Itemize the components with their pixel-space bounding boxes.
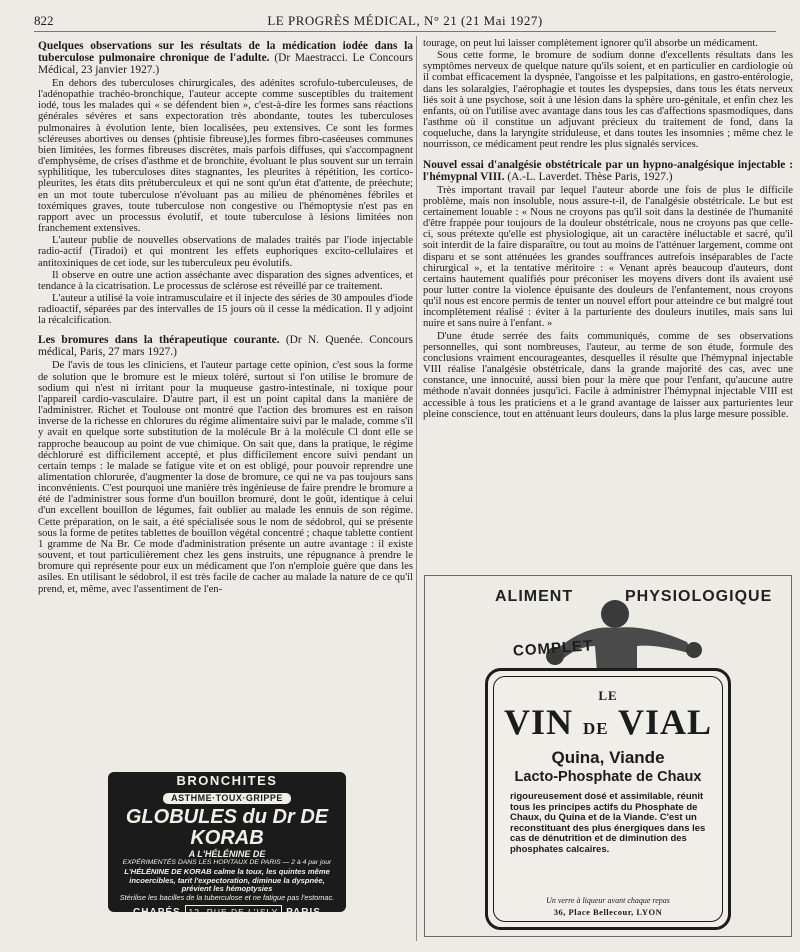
ad-vial-body: rigoureusement dosé et assimilable, réunit tous les principes actifs du Phosphate de Chaux, du Quina et de la Viande. C'est un reconstituant des plus énergiques dans les cas de dénutrition et de diminution des phosphates calcaires. xyxy=(510,791,706,855)
journal-title: LE PROGRÈS MÉDICAL, N° 21 (21 Mai 1927) xyxy=(267,13,543,28)
paragraph: L'auteur publie de nouvelles observations de malades traités par l'iode injectable radio-actif (Tiradoi) et qui montrent les effets euphoriques excito-cellulaires et antitoxiniques de cet iode, sur les tuberculeux peu évolutifs. xyxy=(38,235,413,269)
page-number: 822 xyxy=(34,13,54,28)
ad-vial-ingredients: Quina, Viande xyxy=(551,748,665,767)
ad-vial-tagline xyxy=(425,588,791,614)
left-column xyxy=(38,40,413,750)
ad-vial-tag-left: ALIMENT xyxy=(495,588,574,605)
column-divider xyxy=(416,36,417,941)
article-title: Quelques observations sur les résultats de la médication iodée dans la tuberculose pulmonaire chronique de l'adulte. xyxy=(38,40,413,64)
article-heading-iode xyxy=(38,40,413,76)
ad-vial-address: 36, Place Bellecour, LYON xyxy=(553,907,663,917)
ad-vial-inner-border xyxy=(493,676,723,922)
ad-korab-street: 12, RUE DE L'ISLY xyxy=(185,905,283,919)
ad-vial-ingredients-2: Lacto-Phosphate de Chaux xyxy=(514,769,702,785)
ad-vial-brand-a: VIN xyxy=(503,702,573,742)
article-source: (Dr N. Quenée. Concours médical, Paris, 27 mars 1927.) xyxy=(38,334,413,359)
ad-korab-city-left: CHAPÉS xyxy=(133,907,181,919)
paragraph: D'une étude serrée des faits communiqués, comme de ses observations personnelles, qui sont nombreuses, l'auteur, au terme de son étude, formule des conclusions vraiment encourageantes, desquelles il résulte que l'hémypnal injectable VIII réalise l'analgésie obstétricale, dans la grande majorité des cas, avec une constance, une innocuité, aussi bien pour la mère que pour l'enfant, qu'aucune autre méthode n'avait données jusqu'ici. Facile à administrer l'hémypnal injectable VIII est accessible à tous les praticiens et a le grand avantage de laisser aux parturientes leur pleine conscience, tout en atténuant leurs douleurs, dans la plus large mesure possible. xyxy=(423,330,793,420)
ad-vial-dose: Un verre à liqueur avant chaque repas xyxy=(546,896,670,905)
advertisement-korab xyxy=(108,772,346,919)
paragraph: Il observe en outre une action asséchante avec disparation des signes adventices, et tendance à la cicatrisation. Le processus de sclérose est réveillé par ce traitement. xyxy=(38,269,413,292)
ad-vial-brand-b: VIAL xyxy=(617,702,713,742)
ad-korab-claims-2: Stérilise les bacilles de la tuberculose et ne fatigue pas l'estomac. xyxy=(119,892,335,902)
article-source: (A.-L. Laverdet. Thèse Paris, 1927.) xyxy=(507,170,673,183)
article-source: (Dr Maestracci. Le Concours Médical, 23 janvier 1927.) xyxy=(38,52,413,76)
ad-korab-city-right: PARIS xyxy=(286,907,321,919)
ad-korab-brand: GLOBULES du Dr DE KORAB xyxy=(125,806,329,849)
ad-korab-conditions: ASTHME·TOUX·GRIPPE xyxy=(163,793,291,804)
advertisement-vin-de-vial xyxy=(424,575,792,937)
paragraph: Très important travail par lequel l'auteur aborde une fois de plus le difficile problème, mais non insoluble, nous assure-t-il, de l'analgésie obstétricale. Le but est certainement louable : « Nous ne croyons pas qu'il soit dans la destinée de l'humanité d'être frappée pour toujours de la douleur obstétricale, nous ne croyons pas que celle-ci, sous prétexte qu'elle est physiologique, ait un caractère inéluctable et sacré, qu'il soit interdit de la faire disparaître, ou tout au moins de l'atténuer largement, comme ont disparu et se sont atténuées les grandes souffrances autrefois inséparables de l'acte chirurgical », et la tentative méritoire : « Venant après beaucoup d'auteurs, dont certains hautement qualifiés pour préconiser les moyens divers dont ils avaient usé pour lutter contre la violence épuisante des douleurs de l'enfantement, nous croyons qu'il nous est encore permis de tenter un nouvel effort pour atteindre ce but malgré tout incomplètement réalisé : éviter à la parturiente des douleurs inutiles, mais sans lui nuire et sans nuire à l'enfant. » xyxy=(423,184,793,330)
paragraph: tourage, on peut lui laisser complètement ignorer qu'il absorbe un médicament. xyxy=(423,38,758,49)
ad-vial-frame xyxy=(485,668,731,930)
ad-vial-le: LE xyxy=(598,688,618,703)
ad-vial-brand-de: DE xyxy=(583,719,609,738)
article-heading-hemypnal xyxy=(423,159,793,183)
article-heading-bromures xyxy=(38,334,413,358)
paragraph: De l'avis de tous les cliniciens, et l'auteur partage cette opinion, c'est sous la forme de solution que le bromure est le mieux toléré, surtout si l'on utilise le bromure de sodium qui n'est ni irritant pour la muqueuse gastro-intestinale, ni toxique pour l'appareil cardio-vasculaire. D'autre part, il est un point capital dans la manière de l'administrer. Richet et Toulouse ont montré que l'action des bromures est en raison inverse de la richesse en chlorures du régime alimentaire suivi par le malade, comme s'il y avait en quelque sorte substitution de la molécule Br à la molécule Cl dont elle se rapproche beaucoup au point de vue chimique. On sait que, dans la pratique, le régime déchloruré est difficilement accepté, et plus difficilement encore suivi pendant un certain temps : le malade se fatigue vite et on est obligé, pour pouvoir reprendre une alimentation chlorurée, d'augmenter la dose de bromure, ce qui ne va pas toujours sans inconvénients. C'est pourquoi une manière très ingénieuse de faire prendre le bromure a été de l'administrer sous forme d'un bouillon bromuré, dont le goût, identique à celui d'un excellent bouillon de légumes, fait oublier au malade les ennuis de son régime. Cette préparation, on le sait, a été spécialisée sous le nom de sédobrol, qui se présente sous la forme de petites tablettes de bouillon végétal concentré ; chaque tablette contient 1 gramme de Na Br. Ce mode d'administration présente un autre avantage : il existe souvent, et tout particulièrement chez les gens instruits, une répugnance à prendre le bromure qui représente pour eux un médicament que l'on n'emploie guère que dans les asiles. En utilisant le sédobrol, il est très facile de cacher au malade la nature de ce qu'il prend, et, même, avec l'assentiment de l'en- xyxy=(38,360,413,595)
ad-korab-dosage: EXPÉRIMENTÉS DANS LES HOPITAUX DE PARIS — 2 à 4 par jour xyxy=(122,859,332,866)
ad-vial-tag-right: PHYSIOLOGIQUE xyxy=(625,588,773,605)
page-header xyxy=(34,13,776,32)
paragraph: En dehors des tuberculoses chirurgicales, des adénites scrofulo-tuberculeuses, de l'adénopathie trachéo-bronchique, l'auteur accepte comme susceptibles du traitement iodé, tous les malades qui « se défendent bien », c'est-à-dire les formes sans réactions générales sévères et sans expectoration très abondante, toutes les tuberculoses pulmonaires à évolution lente, bien localisées, peu extensives. Ce sont les formes scléreuses abortives ou denses (phtisie fibreuse),les formes fibro-caséeuses communes bien limitées, les formes fibreuses discrètes, mais parfois diffuses, qui s'accompagnent d'emphysème, de crises d'asthme et de bronchite, évoluant le plus souvent sur un terrain syphilitique, les tuberculoses dites stagnantes, les pleurites à répétition, les cortico-pleurites, les états dits prétuberculeux et qui ne sont qu'un état d'attente, de préechute; en un mot toute tuberculose n'évoluant pas au milieu de phénomènes fébriles et toxémiques graves, toute tuberculose non congestive ou l'hémoptysie n'est pas en rapport avec un processus évolutif, et toute tuberculose à lésions limitées non franchement extensives. xyxy=(38,78,413,235)
ad-korab-headline: BRONCHITES xyxy=(176,773,278,788)
article-title: Nouvel essai d'analgésie obstétricale par un hypno-analgésique injectable : l'hémypnal VIII. xyxy=(423,158,793,183)
ad-korab-subbrand: A L'HÉLÉNINE DE xyxy=(188,849,266,859)
ad-vial-complet: COMPLET xyxy=(512,637,594,660)
paragraph: Sous cette forme, le bromure de sodium donne d'excellents résultats dans les symptômes nerveux de quelque nature qu'ils soient, et en particulier en cardiologie où il combat efficacement la dyspnée, l'angoisse et les palpitations, en gastro-entérologie, dans les solaralgies, l'aérophagie et toutes les dyspepsies, dans tous les états nerveux liés soit à une psychose, soit à une lésion dans la sphère uro-génitale, et enfin chez les enfants, où on l'utilise avec avantage dans tous les cas d'affections spasmodiques, dans l'asthme où il constitue un adjuvant précieux du traitement de fond, dans la coqueluche, dans la laryngite striduleuse, et dans toutes les insomnies ; même chez le nourrisson, ce médicament peut rendre les plus signalés services. xyxy=(423,50,793,151)
ad-korab-claims: L'HÉLÉNINE DE KORAB calme la toux, les quintes même incoercibles, tarit l'expectoration, diminue la dyspnée, prévient les hémoptysies xyxy=(124,867,330,894)
ad-korab-address xyxy=(108,905,346,919)
article-title: Les bromures dans la thérapeutique courante. xyxy=(38,334,280,347)
paragraph: L'auteur a utilisé la voie intramusculaire et il injecte des séries de 30 ampoules d'iode radioactif, séparées par des intervalles de 15 jours où il cesse la médication. Il y adjoint la récalcification. xyxy=(38,292,413,327)
right-column xyxy=(423,38,793,578)
